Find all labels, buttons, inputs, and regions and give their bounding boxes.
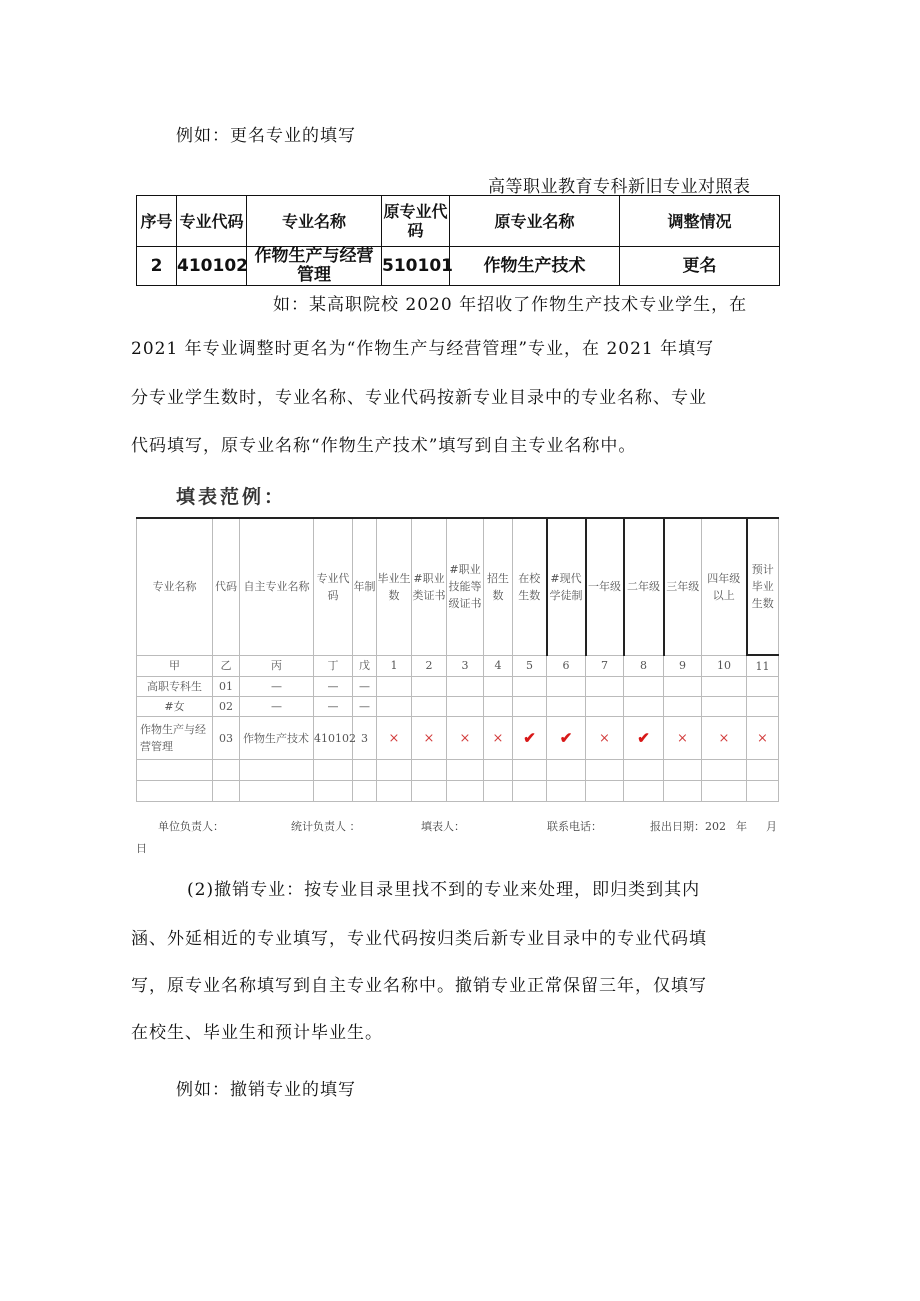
form-header-4: 年制 xyxy=(353,518,377,655)
footer-phone: 联系电话： xyxy=(547,820,602,833)
footer-stat-head: 统计负责人 ： xyxy=(291,820,361,833)
paragraph2-line3: 写，原专业名称填写到自主专业名称中。撤销专业正常保留三年，仅填写 xyxy=(131,976,707,996)
index-cell: 丁 xyxy=(314,655,353,677)
comparison-table xyxy=(136,195,780,286)
footer-filler: 填表人： xyxy=(421,820,465,833)
form-row-female xyxy=(137,697,779,717)
header-old-name: 原专业名称 xyxy=(450,196,620,247)
form-header-12: 二年级 xyxy=(624,518,664,655)
index-cell: 10 xyxy=(702,655,747,677)
comparison-data-row xyxy=(137,247,780,286)
cell-adjust: 更名 xyxy=(620,247,780,286)
header-code: 专业代码 xyxy=(177,196,247,247)
form-header-0: 专业名称 xyxy=(137,518,213,655)
row-code: 02 xyxy=(213,697,240,717)
comparison-header-row xyxy=(137,196,780,247)
index-cell: 11 xyxy=(747,655,779,677)
form-header-15: 预计毕业生数 xyxy=(747,518,779,655)
form-header-1: 代码 xyxy=(213,518,240,655)
form-row-empty xyxy=(137,760,779,781)
paragraph2-line4: 在校生、毕业生和预计毕业生。 xyxy=(131,1023,383,1043)
table-caption: 高等职业教育专科新旧专业对照表 xyxy=(488,177,751,197)
index-cell: 9 xyxy=(664,655,702,677)
paragraph1-line2: 2021 年专业调整时更名为“作物生产与经营管理”专业，在 2021 年填写 xyxy=(131,339,715,359)
row-pcode: — xyxy=(314,677,353,697)
row-code: 03 xyxy=(213,717,240,760)
cell-old-name: 作物生产技术 xyxy=(450,247,620,286)
form-header-3: 专业代码 xyxy=(314,518,353,655)
form-header-13: 三年级 xyxy=(664,518,702,655)
example-title: 填表范例： xyxy=(176,486,287,508)
form-header-8: 招生数 xyxy=(484,518,513,655)
example-form-table xyxy=(136,517,779,802)
footer-unit-head: 单位负责人： xyxy=(158,820,224,833)
row-years: — xyxy=(353,697,377,717)
row-pcode: — xyxy=(314,697,353,717)
index-cell: 6 xyxy=(547,655,586,677)
index-cell: 7 xyxy=(586,655,624,677)
form-header-9: 在校生数 xyxy=(513,518,547,655)
index-cell: 8 xyxy=(624,655,664,677)
row-pcode: 410102 xyxy=(314,717,353,760)
row-name: #女 xyxy=(137,697,213,717)
header-seq: 序号 xyxy=(137,196,177,247)
index-cell: 3 xyxy=(447,655,484,677)
index-cell: 丙 xyxy=(240,655,314,677)
row-years: — xyxy=(353,677,377,697)
index-cell: 4 xyxy=(484,655,513,677)
mark-cross: × xyxy=(484,717,513,760)
footer-month: 月 xyxy=(766,820,777,833)
footer-date: 报出日期：202 xyxy=(650,820,726,833)
mark-cross: × xyxy=(702,717,747,760)
header-old-code: 原专业代码 xyxy=(382,196,450,247)
form-row-major xyxy=(137,717,779,760)
header-name: 专业名称 xyxy=(247,196,382,247)
paragraph2-line1: (2)撤销专业：按专业目录里找不到的专业来处理，即归类到其内 xyxy=(187,880,701,900)
cell-name: 作物生产与经营管理 xyxy=(247,247,382,286)
footer-day: 日 xyxy=(136,842,147,855)
row-own-name: — xyxy=(240,677,314,697)
index-cell: 1 xyxy=(377,655,412,677)
index-cell: 5 xyxy=(513,655,547,677)
footer-year: 年 xyxy=(736,820,747,833)
outro-line: 例如：撤销专业的填写 xyxy=(176,1080,356,1100)
cell-seq: 2 xyxy=(137,247,177,286)
paragraph2-line2: 涵、外延相近的专业填写，专业代码按归类后新专业目录中的专业代码填 xyxy=(131,929,707,949)
paragraph1-line3: 分专业学生数时，专业名称、专业代码按新专业目录中的专业名称、专业 xyxy=(131,388,707,408)
cell-code: 410102 xyxy=(177,247,247,286)
mark-cross: × xyxy=(664,717,702,760)
row-own-name: — xyxy=(240,697,314,717)
mark-cross: × xyxy=(377,717,412,760)
row-own-name: 作物生产技术 xyxy=(240,717,314,760)
form-row-students xyxy=(137,677,779,697)
mark-cross: × xyxy=(586,717,624,760)
form-header-11: 一年级 xyxy=(586,518,624,655)
paragraph1-line4: 代码填写，原专业名称“作物生产技术”填写到自主专业名称中。 xyxy=(131,436,637,456)
form-header-14: 四年级以上 xyxy=(702,518,747,655)
row-code: 01 xyxy=(213,677,240,697)
paragraph1-line1: 如：某高职院校 2020 年招收了作物生产技术专业学生，在 xyxy=(273,295,748,315)
mark-cross: × xyxy=(447,717,484,760)
header-adjust: 调整情况 xyxy=(620,196,780,247)
index-cell: 戊 xyxy=(353,655,377,677)
form-index-row xyxy=(137,655,779,677)
form-row-empty xyxy=(137,781,779,802)
form-header-6: #职业类证书 xyxy=(412,518,447,655)
intro-line: 例如：更名专业的填写 xyxy=(176,126,356,146)
mark-check: ✔ xyxy=(624,717,664,760)
mark-cross: × xyxy=(747,717,779,760)
form-header-row xyxy=(137,518,779,655)
index-cell: 2 xyxy=(412,655,447,677)
index-cell: 乙 xyxy=(213,655,240,677)
row-name: 高职专科生 xyxy=(137,677,213,697)
form-header-2: 自主专业名称 xyxy=(240,518,314,655)
cell-old-code: 510101 xyxy=(382,247,450,286)
form-header-7: #职业技能等级证书 xyxy=(447,518,484,655)
mark-check: ✔ xyxy=(547,717,586,760)
row-years: 3 xyxy=(353,717,377,760)
form-header-10: #现代学徒制 xyxy=(547,518,586,655)
mark-cross: × xyxy=(412,717,447,760)
form-header-5: 毕业生数 xyxy=(377,518,412,655)
index-cell: 甲 xyxy=(137,655,213,677)
row-name: 作物生产与经营管理 xyxy=(137,717,213,760)
mark-check: ✔ xyxy=(513,717,547,760)
